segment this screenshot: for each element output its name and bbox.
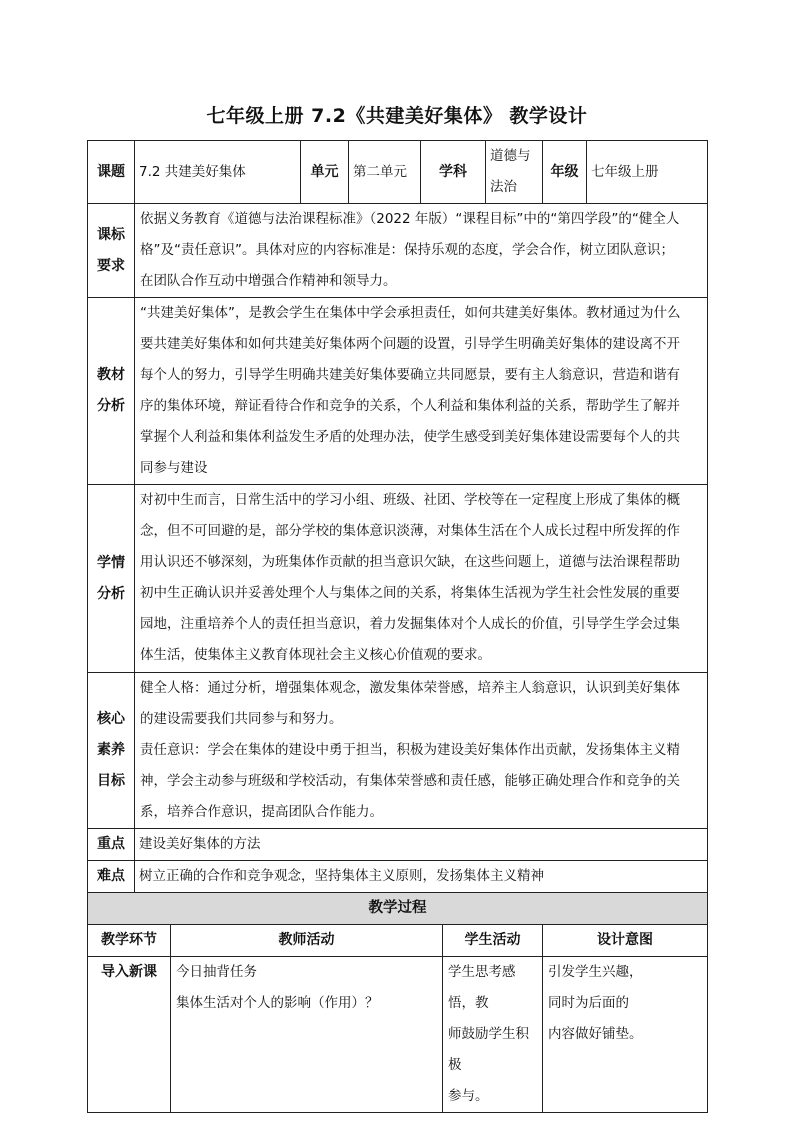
grade-label: 年级 <box>543 141 587 204</box>
subject-value: 道德与法治 <box>486 141 543 204</box>
students-text: 对初中生而言，日常生活中的学习小组、班级、社团、学校等在一定程度上形成了集体的概 念，但不可回避的是，部分学校的集体意识淡薄，对集体生活在个人成长过程中所发挥的作 用认识还不够深刻，为班集体作贡献的担当意识欠缺，在这些问题上，道德与法治课程帮助 初中生正确认识并妥善处理个人与集体之间的关系，将集体生活视为学生社会性发展的重要 园地，注重培养个人的责任担当意识，着力发掘集体对个人成长的价值，引导学生学会过集 体生活，使集体主义教育体现社会主义核心价值观的要求。 <box>135 485 708 673</box>
stage-cell: 导入新课 <box>88 957 171 1113</box>
unit-value: 第二单元 <box>349 141 421 204</box>
difficult-point-value: 树立正确的合作和竞争观念，坚持集体主义原则，发扬集体主义精神 <box>135 861 708 893</box>
topic-value: 7.2 共建美好集体 <box>135 141 301 204</box>
header-stage: 教学环节 <box>88 925 171 957</box>
page-title: 七年级上册 7.2《共建美好集体》 教学设计 <box>206 105 588 127</box>
subject-label: 学科 <box>421 141 486 204</box>
grade-value: 七年级上册 <box>587 141 708 204</box>
student-activity-cell: 学生思考感悟，教 师鼓励学生积极 参与。 <box>443 957 543 1113</box>
table-row <box>88 957 708 1113</box>
header-intent: 设计意图 <box>543 925 708 957</box>
material-text: “共建美好集体”，是教会学生在集体中学会承担责任，如何共建美好集体。教材通过为什么 要共建美好集体和如何共建美好集体两个问题的设置，引导学生明确美好集体的建设离不开 每个人的努力，引导学生明确共建美好集体要确立共同愿景，要有主人翁意识，营造和谐有 序的集体环境，辩证看待合作和竞争的关系，个人利益和集体利益的关系，帮助学生了解并 掌握个人利益和集体利益发生矛盾的处理办法，使学生感受到美好集体建设需要每个人的共 同参与建设 <box>135 298 708 485</box>
standards-label: 课标要求 <box>88 204 135 298</box>
core-label: 核心素养目标 <box>88 673 135 829</box>
design-intent-cell: 引发学生兴趣， 同时为后面的 内容做好铺垫。 <box>543 957 708 1113</box>
topic-label: 课题 <box>88 141 135 204</box>
standards-text: 依据义务教育《道德与法治课程标准》（2022 年版）“课程目标”中的“第四学段”的“健全人 格”及“责任意识”。具体对应的内容标准是：保持乐观的态度，学会合作，树立团队意识； 在团队合作互动中增强合作精神和领导力。 <box>135 204 708 298</box>
students-label: 学情分析 <box>88 485 135 673</box>
unit-label: 单元 <box>301 141 349 204</box>
difficult-point-label: 难点 <box>88 861 135 893</box>
header-teacher: 教师活动 <box>171 925 443 957</box>
material-label: 教材分析 <box>88 298 135 485</box>
key-point-value: 建设美好集体的方法 <box>135 829 708 861</box>
lesson-plan-table <box>87 140 708 1113</box>
teacher-activity-cell: 今日抽背任务 集体生活对个人的影响（作用）？ <box>171 957 443 1113</box>
header-student: 学生活动 <box>443 925 543 957</box>
process-title: 教学过程 <box>88 893 708 925</box>
core-text: 健全人格：通过分析，增强集体观念，激发集体荣誉感，培养主人翁意识，认识到美好集体 的建设需要我们共同参与和努力。 责任意识：学会在集体的建设中勇于担当，积极为建设美好集体作出贡献，发扬集体主义精 神，学会主动参与班级和学校活动，有集体荣誉感和责任感，能够正确处理合作和竞争的关 系，培养合作意识，提高团队合作能力。 <box>135 673 708 829</box>
key-point-label: 重点 <box>88 829 135 861</box>
